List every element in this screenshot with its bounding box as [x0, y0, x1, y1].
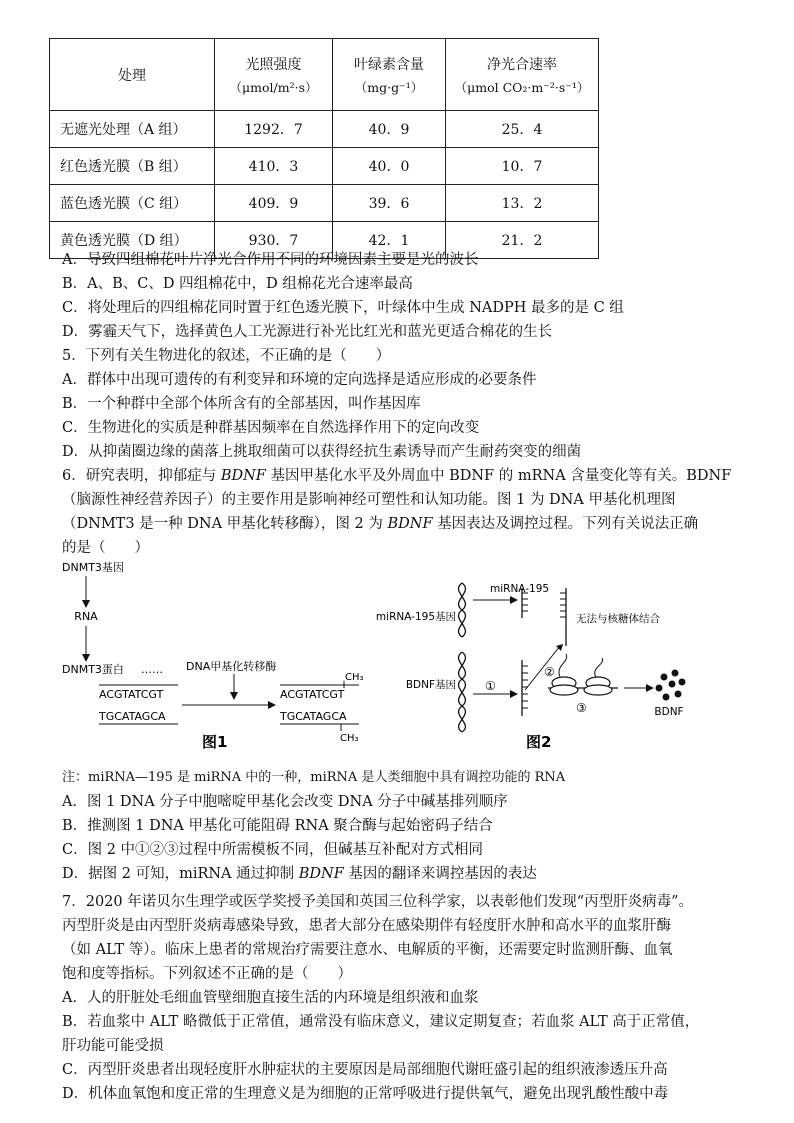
fig2-bdnf-label: BDNF: [654, 706, 684, 718]
fig1-enzyme-label: DNA甲基化转移酶: [186, 660, 277, 673]
table-cell: 无遮光处理（A 组）: [50, 111, 215, 148]
molecule-dot: [661, 674, 668, 681]
q6-option-c: C．图 2 中①②③过程中所需模板不同，但碱基互补配对方式相同: [62, 842, 484, 858]
header-treatment: 处理: [50, 39, 215, 111]
q5-option-d: D．从抑菌圈边缘的菌落上挑取细菌可以获得经抗生素诱导而产生耐药突变的细菌: [62, 444, 582, 460]
fig1-arrow-head: [230, 692, 238, 700]
fig2-bdnf-gene-helix: [459, 652, 466, 732]
fig1-seq-bottom: TGCATAGCA: [99, 710, 166, 723]
light-treatment-table: [49, 38, 599, 259]
fig1-dnmt3-gene-label: DNMT3基因: [62, 561, 124, 574]
table-cell: 25．4: [446, 111, 599, 148]
table-cell: 42．1: [333, 222, 446, 259]
molecule-dot: [663, 694, 670, 701]
q6-option-b: B．推测图 1 DNA 甲基化可能阻碍 RNA 聚合酶与起始密码子结合: [62, 818, 493, 834]
q7-stem-line2: 丙型肝炎是由丙型肝炎病毒感染导致，患者大部分在感染期伴有轻度肝水肿和高水平的血浆肝酶: [62, 918, 671, 934]
fig2-mirna195-label: miRNA-195: [490, 583, 550, 595]
fig2-arrow-head: [510, 690, 518, 698]
q7-option-b-line2: 肝功能可能受损: [62, 1038, 164, 1054]
q6-stem-line1: 6．研究表明，抑郁症与 BDNF 基因甲基化水平及外周血中 BDNF 的 mRNA 含量变化等有关。BDNF: [62, 468, 732, 484]
fig1-ch3-bottom: CH₃: [340, 733, 359, 744]
q4-option-d: D．雾霾天气下，选择黄色人工光源进行补光比红光和蓝光更适合棉花的生长: [62, 324, 553, 340]
molecule-dot: [656, 685, 663, 692]
table-cell: 黄色透光膜（D 组）: [50, 222, 215, 259]
molecule-dot: [672, 670, 679, 677]
q6-option-a: A．图 1 DNA 分子中胞嘧啶甲基化会改变 DNA 分子中碱基排列顺序: [62, 794, 508, 810]
header-net-photosynthesis: 净光合速率 （μmol CO₂·m⁻²·s⁻¹）: [446, 39, 599, 111]
table-cell: 39．6: [333, 185, 446, 222]
q5-option-b: B．一个种群中全部个体所含有的全部基因，叫作基因库: [62, 396, 421, 412]
table-cell: 40．9: [333, 111, 446, 148]
table-cell: 红色透光膜（B 组）: [50, 148, 215, 185]
table-row: [50, 111, 599, 148]
header-light-intensity: 光照强度 （μmol/m²·s）: [215, 39, 333, 111]
q4-option-c: C．将处理后的四组棉花同时置于红色透光膜下，叶绿体中生成 NADPH 最多的是 C 组: [62, 300, 624, 316]
fig2-step2-label: ②: [544, 665, 555, 679]
fig1-arrow-head: [82, 654, 90, 662]
q6-stem-line4: 的是（ ）: [62, 540, 149, 556]
figure-1: [62, 560, 364, 751]
fig1-dnmt3-protein-label: DNMT3蛋白: [62, 663, 124, 676]
q4-option-a: A．导致四组棉花叶片净光合作用不同的环境因素主要是光的波长: [62, 252, 479, 268]
fig1-ch3-top: CH₃: [345, 672, 364, 683]
q7-option-b-line1: B．若血浆中 ALT 略微低于正常值，通常没有临床意义，建议定期复查；若血浆 ALT 高于正常值，: [62, 1014, 700, 1030]
fig2-bdnf-gene-label: BDNF基因: [405, 679, 456, 691]
table-cell: 409．9: [215, 185, 333, 222]
table-cell: 13．2: [446, 185, 599, 222]
q7-option-d: D．机体血氧饱和度正常的生理意义是为细胞的正常呼吸进行提供氧气，避免出现乳酸性酸中毒: [62, 1086, 669, 1102]
table-row: [50, 148, 599, 185]
fig2-step1-label: ①: [485, 679, 496, 693]
fig1-rna-label: RNA: [74, 610, 98, 623]
fig2-step3-label: ③: [576, 701, 587, 715]
table-cell: 21．2: [446, 222, 599, 259]
q7-option-c: C．丙型肝炎患者出现轻度肝水肿症状的主要原因是局部细胞代谢旺盛引起的组织液渗透压升高: [62, 1062, 668, 1078]
fig2-arrow-head: [510, 596, 518, 604]
fig1-seq-top: ACGTATCGT: [99, 688, 164, 701]
fig2-bdnf-molecules: [656, 670, 686, 701]
fig1-arrow-head: [268, 701, 276, 709]
q7-option-a: A．人的肝脏处毛细血管壁细胞直接生活的内环境是组织液和血浆: [62, 990, 479, 1006]
fig1-arrow-head: [82, 600, 90, 608]
fig1-methylated-seq-bottom: TGCATAGCA: [280, 710, 347, 723]
table-cell: 蓝色透光膜（C 组）: [50, 185, 215, 222]
molecule-dot: [675, 691, 682, 698]
q5-option-c: C．生物进化的实质是种群基因频率在自然选择作用下的定向改变: [62, 420, 480, 436]
molecule-dot: [679, 679, 686, 686]
ribosome-shape: [550, 685, 578, 695]
q7-stem-line3: （如 ALT 等）。临床上患者的常规治疗需要注意水、电解质的平衡，还需要定时监测肝酶、血氧: [62, 942, 673, 958]
fig2-caption: 图2: [526, 733, 552, 751]
peptide-chain: [559, 654, 567, 677]
header-chlorophyll: 叶绿素含量 （mg·g⁻¹）: [333, 39, 446, 111]
table-row: [50, 185, 599, 222]
table-cell: 930．7: [215, 222, 333, 259]
q5-option-a: A．群体中出现可遗传的有利变异和环境的定向选择是适应形成的必要条件: [62, 372, 537, 388]
fig2-arrow-head: [646, 684, 654, 692]
figure-2: [376, 583, 686, 751]
molecule-dot: [669, 681, 676, 688]
q6-stem-line2: （脑源性神经营养因子）的主要作用是影响神经可塑性和认知功能。图 1 为 DNA 甲基化机理图: [62, 492, 676, 508]
ribosome-shape: [584, 685, 612, 695]
q4-option-b: B．A、B、C、D 四组棉花中，D 组棉花光合速率最高: [62, 276, 413, 292]
fig2-mirna195-gene-label: miRNA-195基因: [375, 611, 456, 623]
table-cell: 1292．7: [215, 111, 333, 148]
q6-stem-line3: （DNMT3 是一种 DNA 甲基化转移酶），图 2 为 BDNF 基因表达及调控过程。下列有关说法正确: [62, 516, 699, 532]
fig1-methylated-seq-top: ACGTATCGT: [280, 688, 345, 701]
q7-stem-line1: 7．2020 年诺贝尔生理学或医学奖授予美国和英国三位科学家，以表彰他们发现“丙型肝炎病毒”。: [62, 894, 694, 910]
dna-methylation-figures: [50, 560, 750, 760]
fig1-ellipsis: ……: [141, 663, 163, 676]
q6-note: 注：miRNA—195 是 miRNA 中的一种，miRNA 是人类细胞中具有调控功能的 RNA: [62, 770, 566, 785]
fig2-ribosome: [584, 658, 612, 695]
table-cell: 410．3: [215, 148, 333, 185]
q7-stem-line4: 饱和度等指标。下列叙述不正确的是（ ）: [62, 966, 352, 982]
peptide-chain: [595, 658, 603, 677]
q6-option-d: D．据图 2 可知，miRNA 通过抑制 BDNF 基因的翻译来调控基因的表达: [62, 866, 537, 882]
table-header-row: [50, 39, 599, 111]
table-cell: 10．7: [446, 148, 599, 185]
fig1-caption: 图1: [202, 733, 228, 751]
q5-stem: 5．下列有关生物进化的叙述，不正确的是（ ）: [62, 348, 391, 364]
table-cell: 40．0: [333, 148, 446, 185]
fig2-cannot-bind-label: 无法与核糖体结合: [576, 613, 660, 625]
